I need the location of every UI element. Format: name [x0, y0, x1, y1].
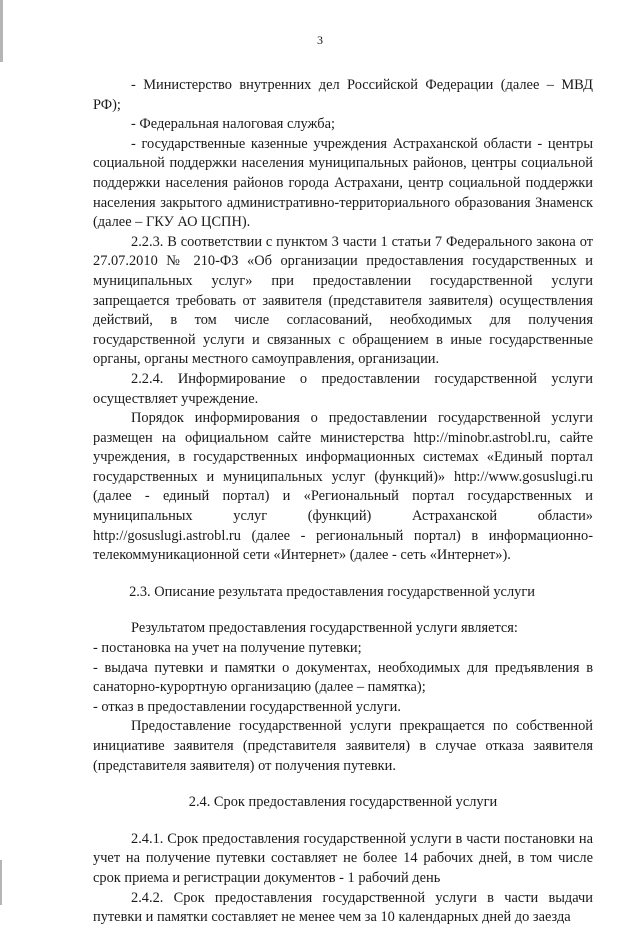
list-item-result: - выдача путевки и памятки о документах, необходимых для предъявления в санаторно-курортную организацию (далее – памятка);: [93, 659, 593, 696]
paragraph-info-order: Порядок информирования о предоставлении государственной услуги размещен на официальном сайте министерства http://minobr.astrobl.ru, сайте учреждения, в государственных информационных системах «Единый портал государственных и муниципальных услуг (функций)» http://www.gosuslugi.ru (далее - единый портал) и «Региональный портал государственных и муниципальных услуг (функций) Астраханской области» http://gosuslugi.astrobl.ru (далее - региональный портал) в информационно-телекоммуникационной сети «Интернет» (далее - сеть «Интернет»).: [93, 410, 593, 564]
list-item-mvd: - Министерство внутренних дел Российской Федерации (далее – МВД РФ);: [93, 77, 593, 113]
list-item-result: - отказ в предоставлении государственной услуги.: [93, 698, 401, 715]
list-item-gku: - государственные казенные учреждения Астраханской области - центры социальной поддержки населения муниципальных районов, центры социальной поддержки населения районов города Астрахани, центр социальной поддержки населения закрытого административно-территориального образования Знаменск (далее – ГКУ АО ЦСПН).: [93, 135, 593, 231]
list-item-fns: - Федеральная налоговая служба;: [131, 116, 335, 133]
list-item-result: - постановка на учет на получение путевки;: [93, 640, 362, 657]
spacer: [93, 776, 593, 793]
paragraph-2-4-2: 2.4.2. Срок предоставления государственной услуги в части выдачи путевки и памятки составляет не менее чем за 10 календарных дней до заезда: [93, 889, 593, 926]
paragraph-result-intro: Результатом предоставления государственной услуги является:: [131, 620, 518, 637]
paragraph-2-2-4: 2.2.4. Информирование о предоставлении государственной услуги осуществляет учреждение.: [93, 370, 593, 407]
paragraph-2-4-1: 2.4.1. Срок предоставления государственной услуги в части постановки на учет на получение путевки составляет не более 14 рабочих дней, в том числе срок приема и регистрации документов - 1 рабочий день: [93, 830, 593, 886]
spacer: [93, 566, 593, 583]
paragraph-2-2-3: 2.2.3. В соответствии с пунктом 3 части 1 статьи 7 Федерального закона от 27.07.2010 № 210-ФЗ «Об организации предоставления государственных и муниципальных услуг» при предоставлении государственной услуги запрещается требовать от заявителя (представителя заявителя) осуществления действий, в том числе согласований, необходимых для получения государственной услуги и связанных с обращением в иные государственные органы, органы местного самоуправления, организации.: [93, 233, 593, 368]
scan-edge-mark: [0, 860, 2, 905]
document-body: [93, 76, 593, 928]
paragraph-termination: Предоставление государственной услуги прекращается по собственной инициативе заявителя (представителя заявителя) в случае отказа заявителя (представителя заявителя) от получения путевки.: [93, 718, 593, 774]
scan-edge-mark: [0, 0, 3, 62]
section-heading-2-3: 2.3. Описание результата предоставления государственной услуги: [129, 583, 535, 600]
section-heading-2-4: 2.4. Срок предоставления государственной услуги: [188, 794, 498, 811]
page-number: 3: [317, 33, 323, 47]
spacer: [93, 602, 593, 619]
spacer: [93, 813, 593, 830]
